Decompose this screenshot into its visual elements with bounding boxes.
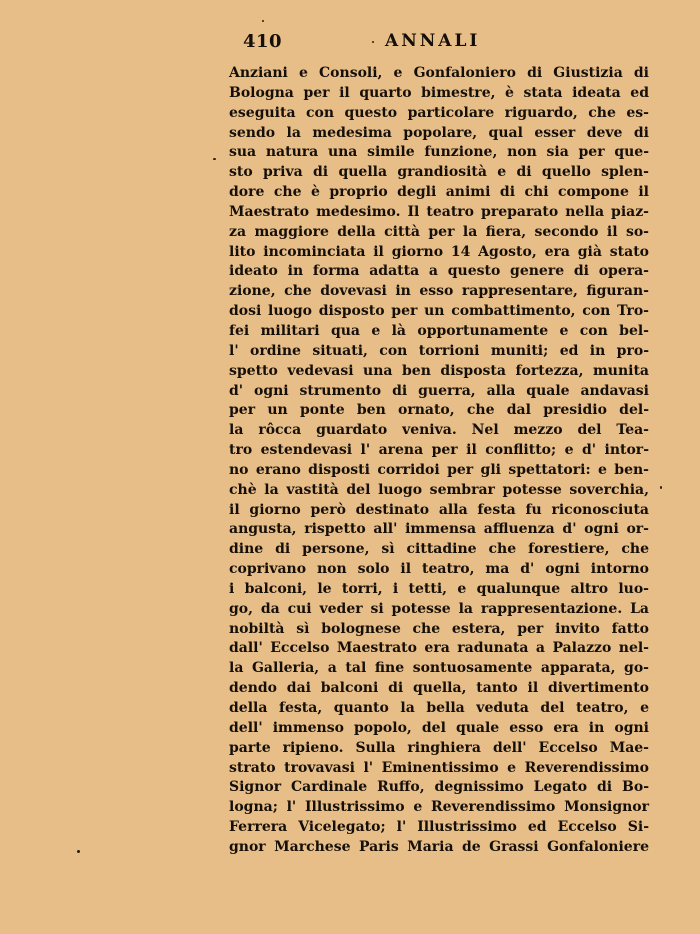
ink-speck bbox=[262, 20, 264, 22]
text-line: la rôcca guardato veniva. Nel mezzo del Tea- bbox=[229, 422, 649, 439]
text-line: zione, che dovevasi in esso rappresentare, figuran- bbox=[229, 283, 649, 300]
text-line: Anziani e Consoli, e Gonfaloniero di Giustizia di bbox=[229, 65, 649, 81]
text-line: la Galleria, a tal fine sontuosamente apparata, go- bbox=[229, 660, 649, 677]
text-line: Maestrato medesimo. Il teatro preparato nella piaz- bbox=[229, 203, 649, 220]
text-line: parte ripieno. Sulla ringhiera dell' Eccelso Mae- bbox=[229, 739, 649, 756]
text-line: Signor Cardinale Ruffo, degnissimo Legato di Bo- bbox=[229, 779, 649, 796]
text-line: eseguita con questo particolare riguardo, che es- bbox=[229, 104, 649, 121]
text-line: no erano disposti corridoi per gli spettatori: e ben- bbox=[229, 461, 649, 478]
text-line: ideato in forma adatta a questo genere di opera- bbox=[229, 263, 649, 280]
ink-speck bbox=[77, 850, 80, 853]
text-line: Ferrera Vicelegato; l' Illustrissimo ed Eccelso Si- bbox=[229, 819, 649, 836]
text-line: dall' Eccelso Maestrato era radunata a Palazzo nel- bbox=[229, 640, 649, 657]
text-line: dell' immenso popolo, del quale esso era in ogni bbox=[229, 719, 649, 736]
text-line: spetto vedevasi una ben disposta fortezza, munita bbox=[229, 362, 649, 379]
text-line: l' ordine situati, con torrioni muniti; ed in pro- bbox=[229, 342, 649, 359]
page-header bbox=[0, 31, 700, 55]
text-line: sendo la medesima popolare, qual esser deve di bbox=[229, 124, 649, 141]
ink-speck bbox=[213, 158, 216, 160]
text-line: tro estendevasi l' arena per il conflitto; e d' intor- bbox=[229, 442, 649, 459]
text-line: dosi luogo disposto per un combattimento, con Tro- bbox=[229, 303, 649, 320]
text-line: dine di persone, sì cittadine che forestiere, che bbox=[229, 541, 649, 558]
ink-speck bbox=[372, 41, 374, 43]
text-line: dore che è proprio degli animi di chi compone il bbox=[229, 184, 649, 201]
text-line: per un ponte ben ornato, che dal presidio del- bbox=[229, 402, 649, 419]
text-line: go, da cui veder si potesse la rappresentazione. La bbox=[229, 600, 649, 617]
text-line: della festa, quanto la bella veduta del teatro, e bbox=[229, 700, 649, 716]
text-line: coprivano non solo il teatro, ma d' ogni intorno bbox=[229, 561, 649, 578]
body-text bbox=[229, 64, 649, 858]
text-line: lito incominciata il giorno 14 Agosto, era già stato bbox=[229, 243, 649, 260]
page-number: 410 bbox=[243, 31, 283, 52]
text-line: sto priva di quella grandiosità e di quello splen- bbox=[229, 164, 649, 181]
text-line: il giorno però destinato alla festa fu riconosciuta bbox=[229, 501, 649, 518]
text-line: za maggiore della città per la fiera, secondo il so- bbox=[229, 223, 649, 240]
text-line: nobiltà sì bolognese che estera, per invito fatto bbox=[229, 620, 649, 637]
running-head: ANNALI bbox=[385, 31, 481, 51]
text-line: Bologna per il quarto bimestre, è stata ideata ed bbox=[229, 84, 649, 101]
text-line: strato trovavasi l' Eminentissimo e Reverendissimo bbox=[229, 759, 649, 776]
ink-speck bbox=[660, 486, 662, 489]
text-line: logna; l' Illustrissimo e Reverendissimo Monsignor bbox=[229, 799, 649, 816]
text-line: sua natura una simile funzione, non sia per que- bbox=[229, 144, 649, 161]
text-line: angusta, rispetto all' immensa affluenza d' ogni or- bbox=[229, 521, 649, 538]
text-line: gnor Marchese Paris Maria de Grassi Gonfaloniere bbox=[229, 838, 649, 855]
text-line: fei militari qua e là opportunamente e con bel- bbox=[229, 322, 649, 339]
text-line: i balconi, le torri, i tetti, e qualunque altro luo- bbox=[229, 580, 649, 597]
text-line: d' ogni strumento di guerra, alla quale andavasi bbox=[229, 382, 649, 399]
text-line: chè la vastità del luogo sembrar potesse soverchia, bbox=[229, 481, 649, 498]
text-line: dendo dai balconi di quella, tanto il divertimento bbox=[229, 680, 649, 697]
